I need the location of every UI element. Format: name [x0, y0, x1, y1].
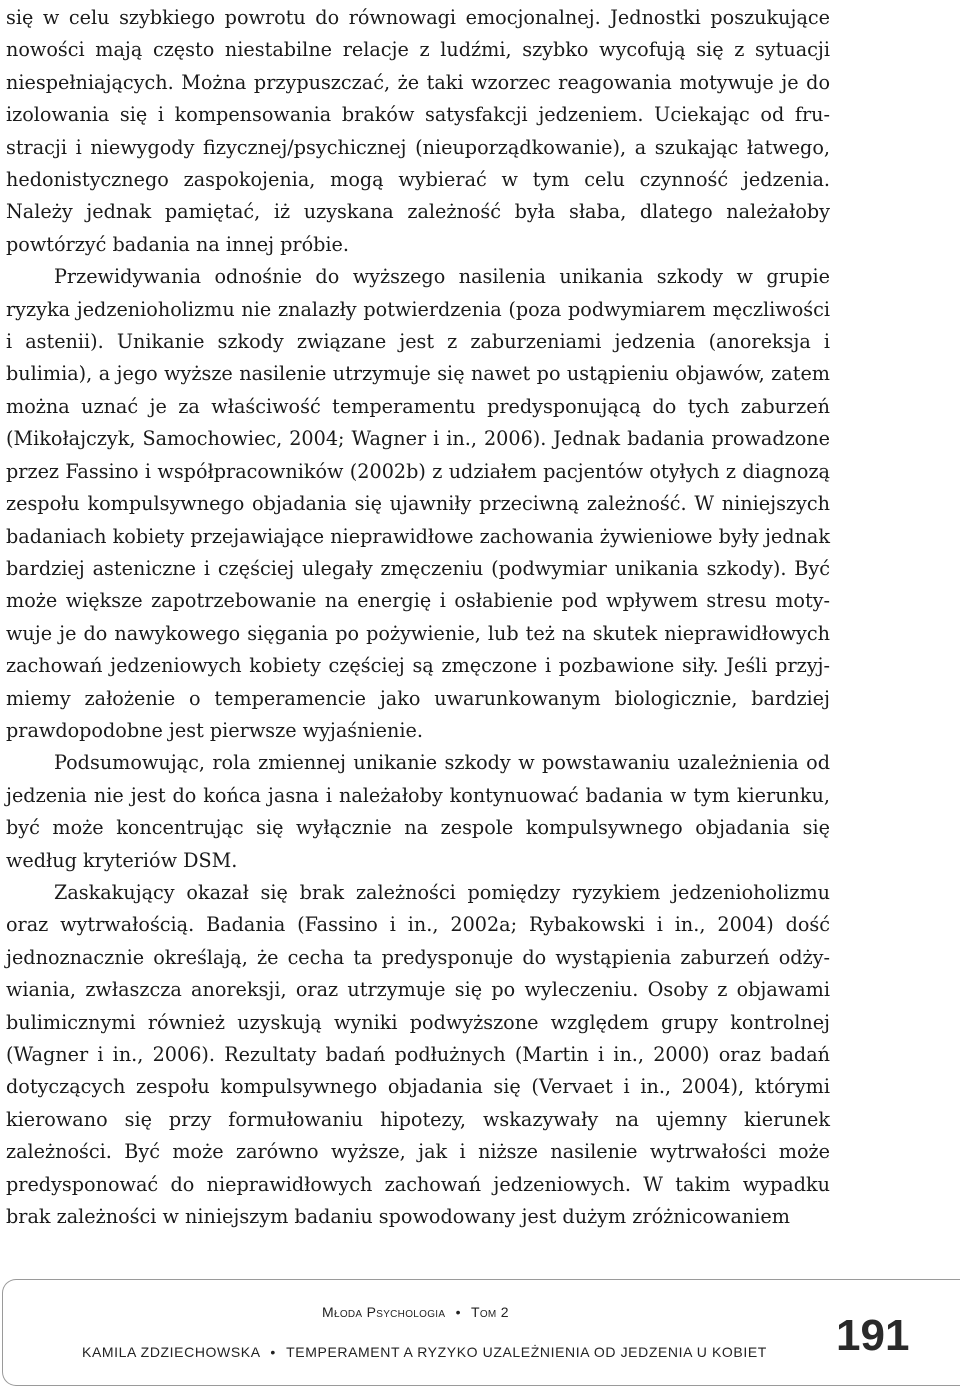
paragraph-1: się w celu szybkiego powrotu do równowagi emocjonalnej. Jednostki poszukujące nowości mają często niestabilne relacje z ludźmi, szybko wycofują się z sytuacji niespełniających. Można przypuszczać, że taki wzorzec reagowania motywuje je do izolowania się i kompensowania braków satysfakcji jedzeniem. Uciekając od frustracji i niewygody fizycznej/psychicznej (nieuporządkowanie), a szukając łatwego, hedonistycznego zaspokojenia, mogą wybierać w tym celu czynność jedzenia. Należy jednak pamiętać, iż uzyskana zależność była słaba, dlatego należałoby powtórzyć badania na innej próbie. [6, 6, 830, 256]
footer-author: KAMILA ZDZIECHOWSKA [82, 1344, 260, 1360]
footer-journal-line [322, 1304, 509, 1320]
footer-article-title: TEMPERAMENT A RYZYKO UZALEŻNIENIA OD JEDZENIA U KOBIET [286, 1344, 767, 1360]
journal-volume: Tom 2 [470, 1304, 509, 1320]
journal-name: Młoda Psychologia [322, 1304, 446, 1320]
paragraph-2: Przewidywania odnośnie do wyższego nasilenia unikania szkody w grupie ryzyka jedzenioholizmu nie znalazły potwierdzenia (poza podwymiarem męczliwości i astenii). Unikanie szkody związane jest z zaburzeniami jedzenia (anoreksja i bulimia), a jego wyższe nasilenie utrzymuje się nawet po ustąpieniu objawów, zatem można uznać je za właściwość temperamentu predysponującą do tych zaburzeń (Mikołajczyk, Samochowiec, 2004; Wagner i in., 2006). Jednak badania prowadzone przez Fassino i współpracowników (2002b) z udziałem pacjentów otyłych z diagnozą zespołu kompulsywnego objadania się ujawniły przeciwną zależność. W niniejszych badaniach kobiety przejawiające nieprawidłowe zachowania żywieniowe były jednak bardziej asteniczne i częściej ulegały zmęczeniu (podwymiar unikania szkody). Być może większe zapotrzebowanie na energię i osłabienie pod wpływem stresu motywuje je do nawykowego sięgania po pożywienie, lub też na skutek nieprawidłowych zachowań jedzeniowych kobiety częściej są zmęczone i pozbawione siły. Jeśli przyjmiemy założenie o temperamencie jako uwarunkowanym biologicznie, bardziej prawdopodobne jest pierwsze wyjaśnienie. [6, 265, 830, 742]
paragraph-3: Podsumowując, rola zmiennej unikanie szkody w powstawaniu uzależnienia od jedzenia nie jest do końca jasna i należałoby kontynuować badania w tym kierunku, być może koncentrując się wyłącznie na zespole kompulsywnego objadania się według kryteriów DSM. [6, 751, 830, 872]
footer-frame [2, 1279, 960, 1386]
footer-separator: • [270, 1344, 276, 1360]
body-text [6, 2, 830, 1233]
page-number: 191 [836, 1311, 910, 1360]
paragraph-4: Zaskakujący okazał się brak zależności pomiędzy ryzykiem jedzenioholizmu oraz wytrwałością. Badania (Fassino i in., 2002a; Rybakowski i in., 2004) dość jednoznacznie określają, że cecha ta predysponuje do wystąpienia zaburzeń odżywiania, zwłaszcza anoreksji, oraz utrzymuje się po wyleczeniu. Osoby z objawami bulimicznymi również uzyskują wyniki podwyższone względem grupy kontrolnej (Wagner i in., 2006). Rezultaty badań podłużnych (Martin i in., 2000) oraz badań dotyczących zespołu kompulsywnego objadania się (Vervaet i in., 2004), którymi kierowano się przy formułowaniu hipotezy, wskazywały na ujemny kierunek zależności. Być może zarówno wyższe, jak i niższe nasilenie wytrwałości może predysponować do nieprawidłowych zachowań jedzeniowych. W takim wypadku brak zależności w niniejszym badaniu spowodowany jest dużym zróżnicowaniem [6, 880, 830, 1229]
footer-separator: • [455, 1304, 461, 1320]
footer-running-head [82, 1344, 767, 1360]
